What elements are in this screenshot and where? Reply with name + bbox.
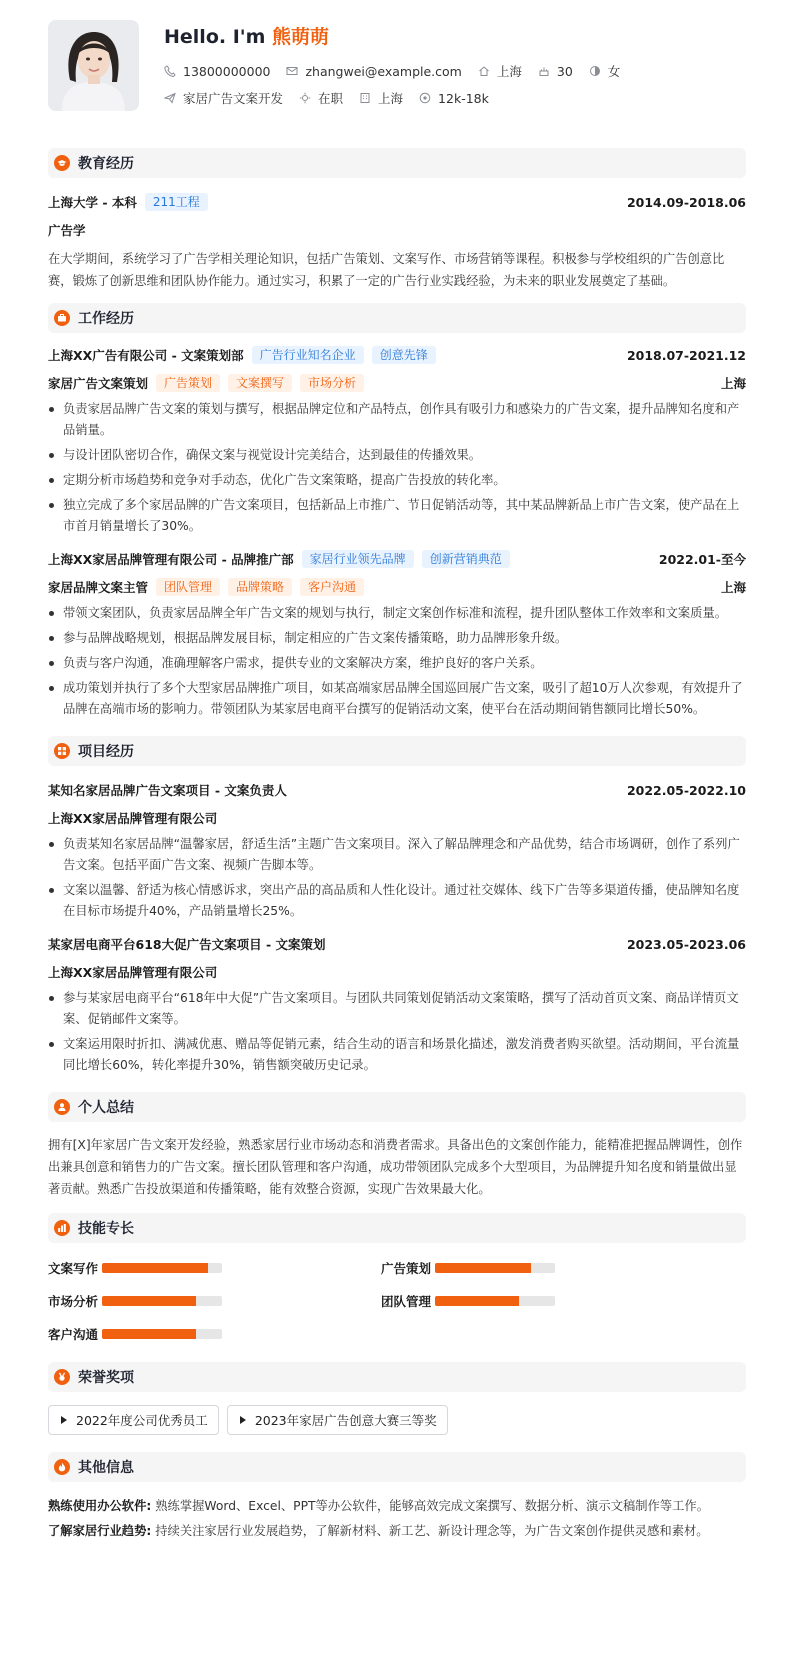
skill-tag: 品牌策略 <box>228 578 292 596</box>
section-title: 教育经历 <box>78 156 134 172</box>
mail-icon <box>286 65 298 77</box>
project-name: 某知名家居品牌广告文案项目 - 文案负责人 <box>48 783 287 798</box>
summary-text: 拥有[X]年家居广告文案开发经验，熟悉家居行业市场动态和消费者需求。具备出色的文案创作能力，能精准把握品牌调性，创作出兼具创意和销售力的广告文案。擅长团队管理和客户沟通，成功带领团队完成多个大型项目，为品牌提升知名度和销量做出显著贡献。熟悉广告投放渠道和传播策略，能有效整合资源，实现广告效果最大化。 <box>48 1138 743 1196</box>
work-date: 2018.07-2021.12 <box>626 347 746 363</box>
profile-photo <box>48 20 139 111</box>
section-education-header <box>48 148 746 178</box>
skill-tag: 客户沟通 <box>300 578 364 596</box>
section-skills-header <box>48 1213 746 1243</box>
age: 30 <box>556 63 573 79</box>
list-item: 与设计团队密切合作，确保文案与视觉设计完美结合，达到最佳的传播效果。 <box>48 445 746 466</box>
section-title: 工作经历 <box>78 311 134 327</box>
skills-grid <box>48 1258 746 1343</box>
section-title: 其他信息 <box>78 1460 134 1476</box>
project-name: 某家居电商平台618大促广告文案项目 - 文案策划 <box>48 937 326 952</box>
list-item: 独立完成了多个家居品牌的广告文案项目，包括新品上市推广、节日促销活动等，其中某品牌新品上市广告文案，使产品在上市首月销量增长了30%。 <box>48 495 746 537</box>
skill-label: 市场分析 <box>48 1293 99 1309</box>
awards-list <box>48 1405 746 1435</box>
job-status: 在职 <box>318 91 344 106</box>
skill-label: 团队管理 <box>381 1293 432 1309</box>
graduation-cap-icon <box>54 155 70 171</box>
section-awards-header <box>48 1362 746 1392</box>
skill-tag: 市场分析 <box>300 374 364 392</box>
list-item: 负责与客户沟通，准确理解客户需求，提供专业的文案解决方案，维护良好的客户关系。 <box>48 653 746 674</box>
company-name: 上海XX广告有限公司 - 文案策划部 <box>48 348 244 363</box>
project-date: 2023.05-2023.06 <box>626 936 746 952</box>
work-entry <box>48 549 746 720</box>
other-info-text: 熟练掌握Word、Excel、PPT等办公软件，能够高效完成文案撰写、数据分析、演示文稿制作等工作。 <box>155 1499 710 1513</box>
skill-item <box>48 1324 381 1343</box>
greeting-text: Hello. I'm <box>164 26 266 48</box>
project-entry <box>48 934 746 1076</box>
skill-bar-fill <box>435 1296 519 1306</box>
skill-item <box>381 1258 681 1277</box>
project-entry <box>48 780 746 922</box>
company-tag: 创新营销典范 <box>422 550 510 568</box>
list-item: 定期分析市场趋势和竞争对手动态，优化广告文案策略，提高广告投放的转化率。 <box>48 470 746 491</box>
briefcase-icon <box>54 310 70 326</box>
bar-chart-icon <box>54 1220 70 1236</box>
section-title: 项目经历 <box>78 744 134 760</box>
list-item: 负责某知名家居品牌“温馨家居，舒适生活”主题广告文案项目。深入了解品牌理念和产品优势，结合市场调研，创作了系列广告文案。包括平面广告文案、视频广告脚本等。 <box>48 834 746 876</box>
award-label: 2022年度公司优秀员工 <box>76 1413 208 1428</box>
contact-row <box>164 62 636 80</box>
education-date: 2014.09-2018.06 <box>626 194 746 210</box>
skill-bar <box>102 1263 222 1273</box>
play-triangle-icon <box>61 1416 67 1424</box>
company-tag: 家居行业领先品牌 <box>302 550 414 568</box>
candidate-name: 熊萌萌 <box>272 26 330 48</box>
work-entry <box>48 345 746 537</box>
cake-icon <box>538 65 550 77</box>
work-date: 2022.01-至今 <box>658 552 746 567</box>
skill-bar-fill <box>102 1263 208 1273</box>
other-info-item <box>48 1520 746 1542</box>
skill-tag: 广告策划 <box>156 374 220 392</box>
status-icon <box>299 92 311 104</box>
school-name: 上海大学 - 本科 <box>48 195 137 210</box>
phone-number: 13800000000 <box>183 63 271 79</box>
award-label: 2023年家居广告创意大赛三等奖 <box>254 1413 437 1428</box>
section-title: 技能专长 <box>78 1221 134 1237</box>
skill-bar <box>102 1329 222 1339</box>
list-item: 成功策划并执行了多个大型家居品牌推广项目，如某高端家居品牌全国巡回展广告文案，吸引了超10万人次参观，有效提升了品牌在高端市场的影响力。带领团队为某家居电商平台撰写的促销活动文案，使平台在活动期间销售额同比增长50%。 <box>48 678 746 720</box>
education-entry <box>48 192 746 292</box>
job-intent-row <box>164 89 636 107</box>
work-location: 上海 <box>720 580 746 595</box>
section-title: 荣誉奖项 <box>78 1370 134 1386</box>
skill-bar-fill <box>102 1329 196 1339</box>
other-info-item <box>48 1495 746 1517</box>
other-info-text: 持续关注家居行业发展趋势，了解新材料、新工艺、新设计理念等，为广告文案创作提供灵感和素材。 <box>155 1524 709 1538</box>
major: 广告学 <box>48 223 86 238</box>
project-date: 2022.05-2022.10 <box>626 782 746 798</box>
grid-icon <box>54 743 70 759</box>
list-item: 负责家居品牌广告文案的策划与撰写，根据品牌定位和产品特点，创作具有吸引力和感染力的广告文案，提升品牌知名度和产品销量。 <box>48 399 746 441</box>
building-icon <box>359 92 371 104</box>
play-triangle-icon <box>240 1416 246 1424</box>
skill-item <box>48 1258 381 1277</box>
work-bullets <box>48 603 746 720</box>
section-title: 个人总结 <box>78 1100 134 1116</box>
work-bullets <box>48 399 746 537</box>
company-name: 上海XX家居品牌管理有限公司 - 品牌推广部 <box>48 552 294 567</box>
school-tag: 211工程 <box>145 193 208 211</box>
other-info-label: 了解家居行业趋势: <box>48 1524 152 1538</box>
skill-label: 文案写作 <box>48 1260 99 1276</box>
skill-bar <box>435 1296 555 1306</box>
section-projects-header <box>48 736 746 766</box>
skill-bar-fill <box>102 1296 196 1306</box>
send-icon <box>164 92 176 104</box>
section-summary-header <box>48 1092 746 1122</box>
city: 上海 <box>496 64 522 79</box>
target-city: 上海 <box>378 91 404 106</box>
skill-item <box>381 1291 681 1310</box>
skill-bar-fill <box>435 1263 531 1273</box>
job-role: 家居品牌文案主管 <box>48 580 149 595</box>
skill-label: 广告策划 <box>381 1260 432 1276</box>
target-position: 家居广告文案开发 <box>183 91 284 106</box>
salary-icon <box>419 92 431 104</box>
gender: 女 <box>607 64 621 79</box>
award-chip <box>48 1405 219 1435</box>
company-tag: 创意先锋 <box>372 346 436 364</box>
greeting-title <box>164 22 636 48</box>
home-icon <box>478 65 490 77</box>
company-tag: 广告行业知名企业 <box>252 346 364 364</box>
gender-icon <box>589 65 601 77</box>
list-item: 文案运用限时折扣、满减优惠、赠品等促销元素，结合生动的语言和场景化描述，激发消费者购买欲望。活动期间，平台流量同比增长60%，转化率提升30%，销售额突破历史记录。 <box>48 1034 746 1076</box>
flame-icon <box>54 1459 70 1475</box>
other-info-list <box>48 1495 746 1542</box>
work-location: 上海 <box>720 376 746 391</box>
education-description: 在大学期间，系统学习了广告学相关理论知识，包括广告策划、文案写作、市场营销等课程。积极参与学校组织的广告创意比赛，锻炼了创新思维和团队协作能力。通过实习，积累了一定的广告行业实践经验，为未来的职业发展奠定了基础。 <box>48 252 725 288</box>
list-item: 参与某家居电商平台“618年中大促”广告文案项目。与团队共同策划促销活动文案策略，撰写了活动首页文案、商品详情页文案、促销邮件文案等。 <box>48 988 746 1030</box>
user-icon <box>54 1099 70 1115</box>
resume-header <box>48 18 746 136</box>
list-item: 参与品牌战略规划，根据品牌发展目标，制定相应的广告文案传播策略，助力品牌形象升级。 <box>48 628 746 649</box>
other-info-label: 熟练使用办公软件: <box>48 1499 152 1513</box>
salary-range: 12k-18k <box>438 90 489 106</box>
skill-item <box>48 1291 381 1310</box>
project-bullets <box>48 988 746 1076</box>
medal-icon <box>54 1369 70 1385</box>
project-company: 上海XX家居品牌管理有限公司 <box>48 965 218 980</box>
header-info <box>164 18 636 136</box>
skill-bar <box>102 1296 222 1306</box>
skill-tag: 团队管理 <box>156 578 220 596</box>
section-work-header <box>48 303 746 333</box>
project-bullets <box>48 834 746 922</box>
job-role: 家居广告文案策划 <box>48 376 149 391</box>
phone-icon <box>164 65 176 77</box>
list-item: 带领文案团队，负责家居品牌全年广告文案的规划与执行，制定文案创作标准和流程，提升团队整体工作效率和文案质量。 <box>48 603 746 624</box>
skill-bar <box>435 1263 555 1273</box>
skill-tag: 文案撰写 <box>228 374 292 392</box>
skill-label: 客户沟通 <box>48 1326 99 1342</box>
list-item: 文案以温馨、舒适为核心情感诉求，突出产品的高品质和人性化设计。通过社交媒体、线下广告等多渠道传播，使品牌知名度在目标市场提升40%，产品销量增长25%。 <box>48 880 746 922</box>
award-chip <box>227 1405 448 1435</box>
email-address: zhangwei@example.com <box>305 63 462 79</box>
section-other-header <box>48 1452 746 1482</box>
project-company: 上海XX家居品牌管理有限公司 <box>48 811 218 826</box>
